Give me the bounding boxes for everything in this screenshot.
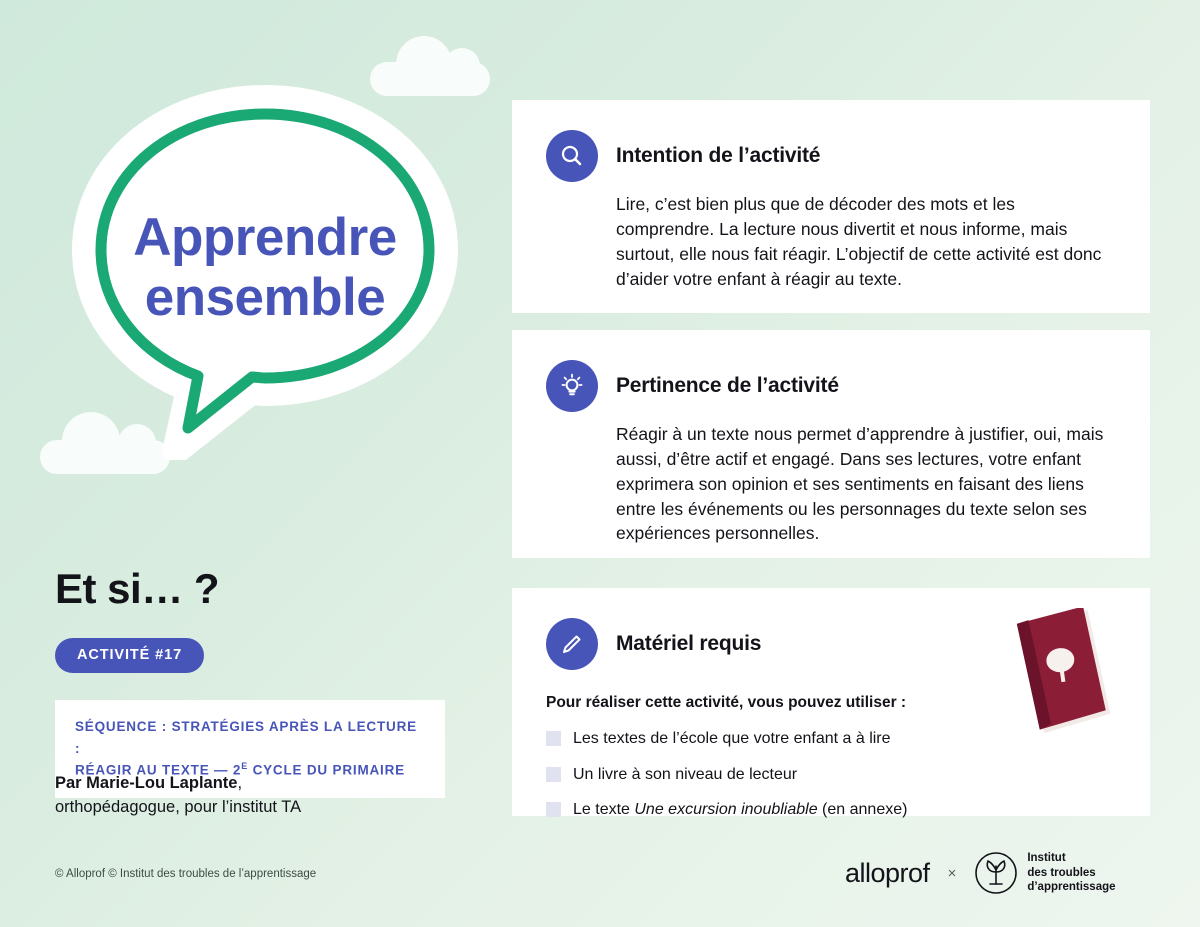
sequence-line-2-a: RÉAGIR AU TEXTE — 2 — [75, 762, 242, 778]
alloprof-logo: alloprof — [845, 857, 930, 888]
checkbox-icon[interactable] — [546, 767, 561, 782]
page-title: Et si… ? — [55, 565, 220, 612]
list-item-label: Un livre à son niveau de lecteur — [573, 765, 798, 783]
logo-line-1: Apprendre — [133, 208, 397, 267]
logo-text — [55, 208, 475, 328]
card-pertinence — [512, 330, 1150, 558]
card-title: Matériel requis — [616, 632, 762, 655]
card-title: Intention de l’activité — [616, 144, 821, 167]
checkbox-icon[interactable] — [546, 802, 561, 817]
sequence-ordinal-sup: E — [241, 761, 249, 772]
lightbulb-icon — [546, 360, 598, 412]
footer-logos — [845, 850, 1116, 896]
author-name: Par Marie-Lou Laplante — [55, 774, 238, 792]
author-comma: , — [237, 774, 243, 792]
author-role: orthopédagogue, pour l’institut TA — [55, 797, 302, 816]
ita-line-2: des troubles — [1027, 866, 1096, 879]
apprendre-ensemble-logo — [55, 80, 475, 460]
list-item-label: Les textes de l’école que votre enfant a à lire — [573, 730, 891, 747]
checkbox-icon[interactable] — [546, 731, 561, 746]
institut-ta-text — [1027, 851, 1115, 894]
tree-icon — [974, 850, 1018, 896]
book-icon — [1012, 608, 1112, 736]
list-item[interactable] — [546, 764, 1116, 787]
sequence-line-1: SÉQUENCE : STRATÉGIES APRÈS LA LECTURE : — [75, 719, 417, 756]
activity-badge: ACTIVITÉ #17 — [55, 638, 204, 673]
ita-line-1: Institut — [1027, 852, 1066, 865]
times-separator: × — [947, 864, 957, 882]
logo-line-2: ensemble — [144, 267, 386, 327]
card-body: Réagir à un texte nous permet d’apprendre à justifier, oui, mais aussi, d’être actif et engagé. Dans ses lectures, votre enfant exprimera son opinion et ses sentiments en faisant des liens entre les événements ou les personnages du texte selon ses expériences personnelles. — [616, 424, 1104, 544]
author-block — [55, 772, 301, 820]
card-intention — [512, 100, 1150, 313]
card-body: Lire, c’est bien plus que de décoder des mots et les comprendre. La lecture nous divertit et nous informe, mais surtout, elle nous fait réagir. L’objectif de cette activité est donc d’aider votre enfant à réagir au texte. — [616, 194, 1102, 289]
institut-ta-logo — [974, 850, 1115, 896]
sequence-line-2-b: CYCLE DU PRIMAIRE — [248, 762, 405, 778]
copyright-text: © Alloprof © Institut des troubles de l’apprentissage — [55, 868, 317, 880]
list-item-label: Le texte Une excursion inoubliable (en annexe) — [573, 801, 908, 819]
ita-line-3: d’apprentissage — [1027, 881, 1116, 894]
materiel-lead: Pour réaliser cette activité, vous pouvez utiliser : — [546, 694, 907, 711]
list-item[interactable] — [546, 799, 1116, 822]
card-materiel — [512, 588, 1150, 819]
magnifier-icon — [546, 130, 598, 182]
pencil-icon — [546, 618, 598, 670]
card-title: Pertinence de l’activité — [616, 374, 839, 397]
